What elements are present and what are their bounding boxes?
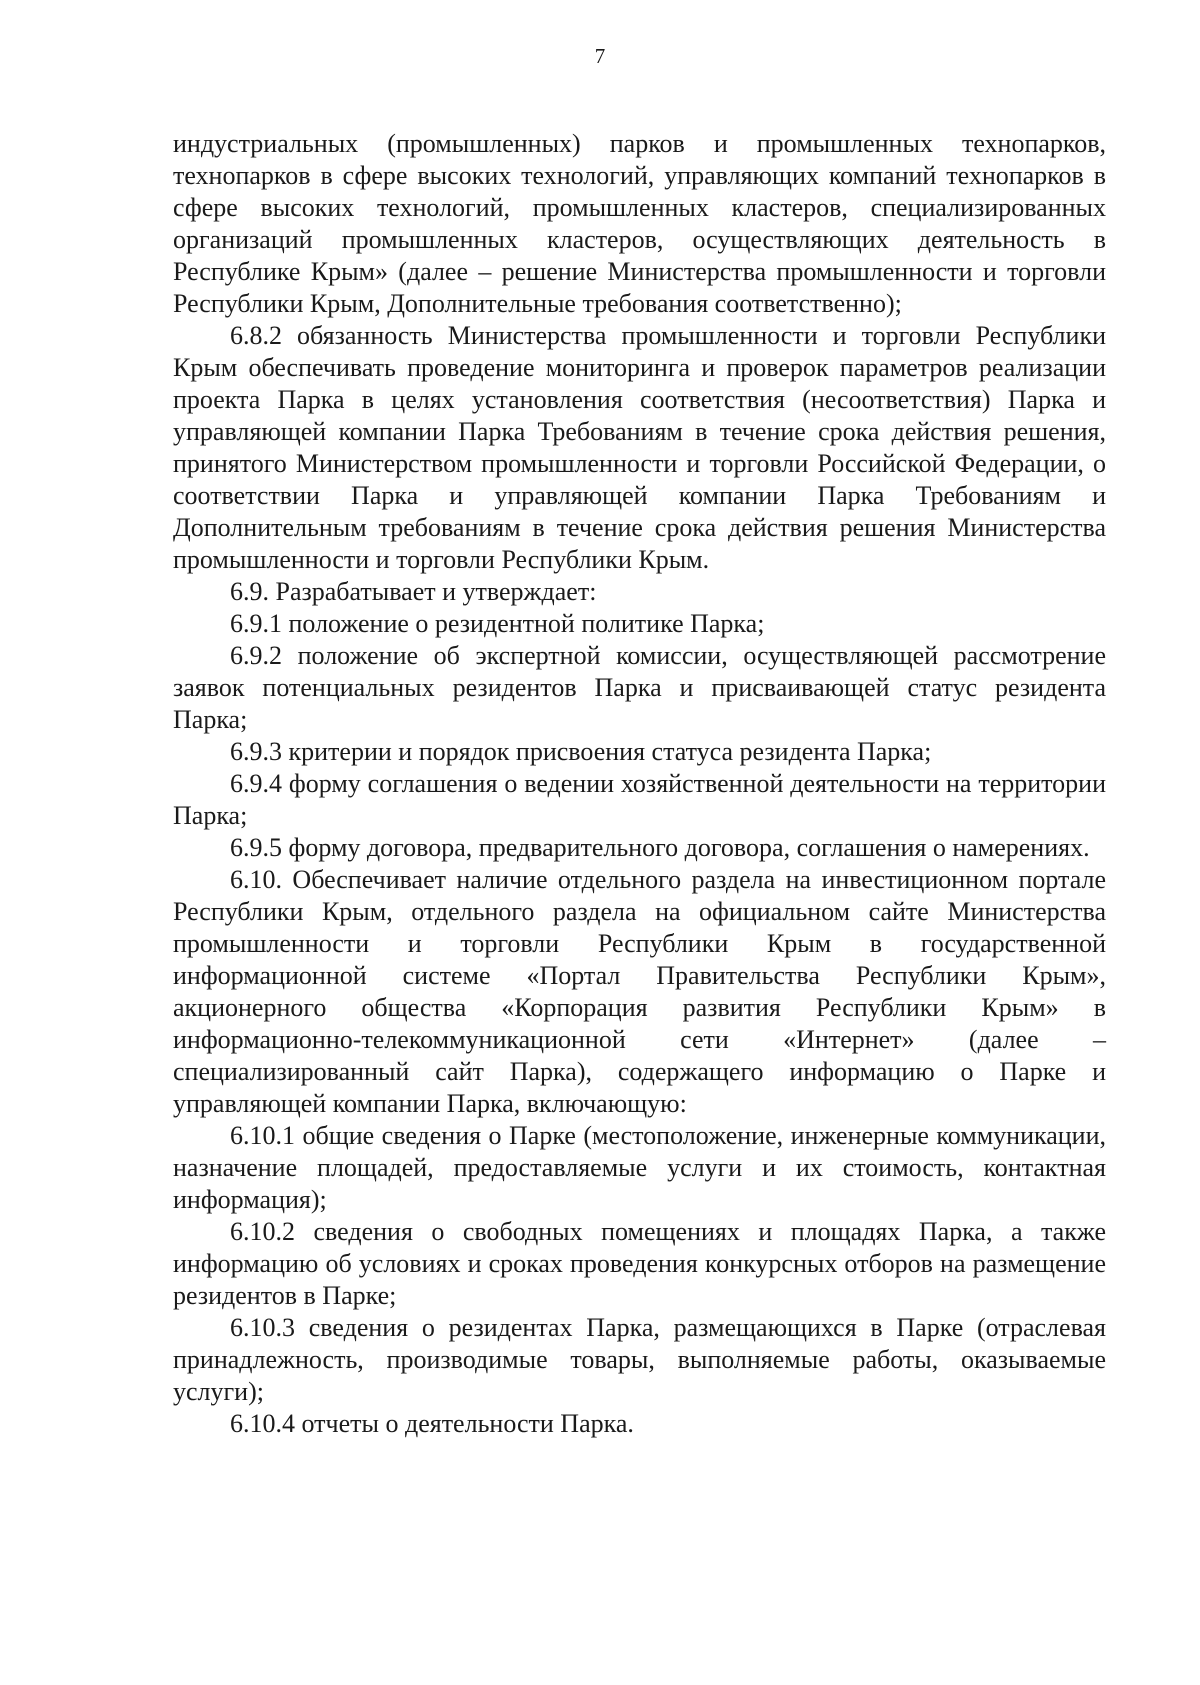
paragraph-6-9-5: 6.9.5 форму договора, предварительного договора, соглашения о намерениях. — [230, 833, 1090, 862]
paragraph-6-9-4: 6.9.4 форму соглашения о ведении хозяйственной деятельности на территории Парка; — [173, 769, 1106, 830]
document-body — [173, 128, 1106, 1440]
paragraph-6-9-1: 6.9.1 положение о резидентной политике Парка; — [230, 609, 765, 638]
paragraph-6-10-2: 6.10.2 сведения о свободных помещениях и площадях Парка, а также информацию об условиях и сроках проведения конкурсных отборов на размещение резидентов в Парке; — [173, 1217, 1106, 1310]
paragraph-6-8-2: 6.8.2 обязанность Министерства промышленности и торговли Республики Крым обеспечивать проведение мониторинга и проверок параметров реализации проекта Парка в целях установления соответствия (несоответствия) Парка и управляющей компании Парка Требованиям в течение срока действия решения, принятого Министерством промышленности и торговли Российской Федерации, о соответствии Парка и управляющей компании Парка Требованиям и Дополнительным требованиям в течение срока действия решения Министерства промышленности и торговли Республики Крым. — [173, 321, 1106, 574]
paragraph-6-9-2: 6.9.2 положение об экспертной комиссии, осуществляющей рассмотрение заявок потенциальных резидентов Парка и присваивающей статус резидента Парка; — [173, 641, 1106, 734]
paragraph-6-10-4: 6.10.4 отчеты о деятельности Парка. — [230, 1409, 634, 1438]
paragraph-6-10-1: 6.10.1 общие сведения о Парке (местоположение, инженерные коммуникации, назначение площадей, предоставляемые услуги и их стоимость, контактная информация); — [173, 1121, 1106, 1214]
page-number: 7 — [594, 44, 606, 68]
paragraph-6-10-3: 6.10.3 сведения о резидентах Парка, размещающихся в Парке (отраслевая принадлежность, производимые товары, выполняемые работы, оказываемые услуги); — [173, 1313, 1106, 1406]
paragraph-6-9-3: 6.9.3 критерии и порядок присвоения статуса резидента Парка; — [230, 737, 932, 766]
paragraph-continuation: индустриальных (промышленных) парков и промышленных технопарков, технопарков в сфере высоких технологий, управляющих компаний технопарков в сфере высоких технологий, промышленных кластеров, специализированных организаций промышленных кластеров, осуществляющих деятельность в Республике Крым» (далее – решение Министерства промышленности и торговли Республики Крым, Дополнительные требования соответственно); — [173, 129, 1106, 318]
paragraph-6-10: 6.10. Обеспечивает наличие отдельного раздела на инвестиционном портале Республики Крым, отдельного раздела на официальном сайте Министерства промышленности и торговли Республики Крым в государственной информационной системе «Портал Правительства Республики Крым», акционерного общества «Корпорация развития Республики Крым» в информационно-телекоммуникационной сети «Интернет» (далее – специализированный сайт Парка), содержащего информацию о Парке и управляющей компании Парка, включающую: — [173, 865, 1106, 1118]
paragraph-6-9: 6.9. Разрабатывает и утверждает: — [230, 577, 597, 606]
